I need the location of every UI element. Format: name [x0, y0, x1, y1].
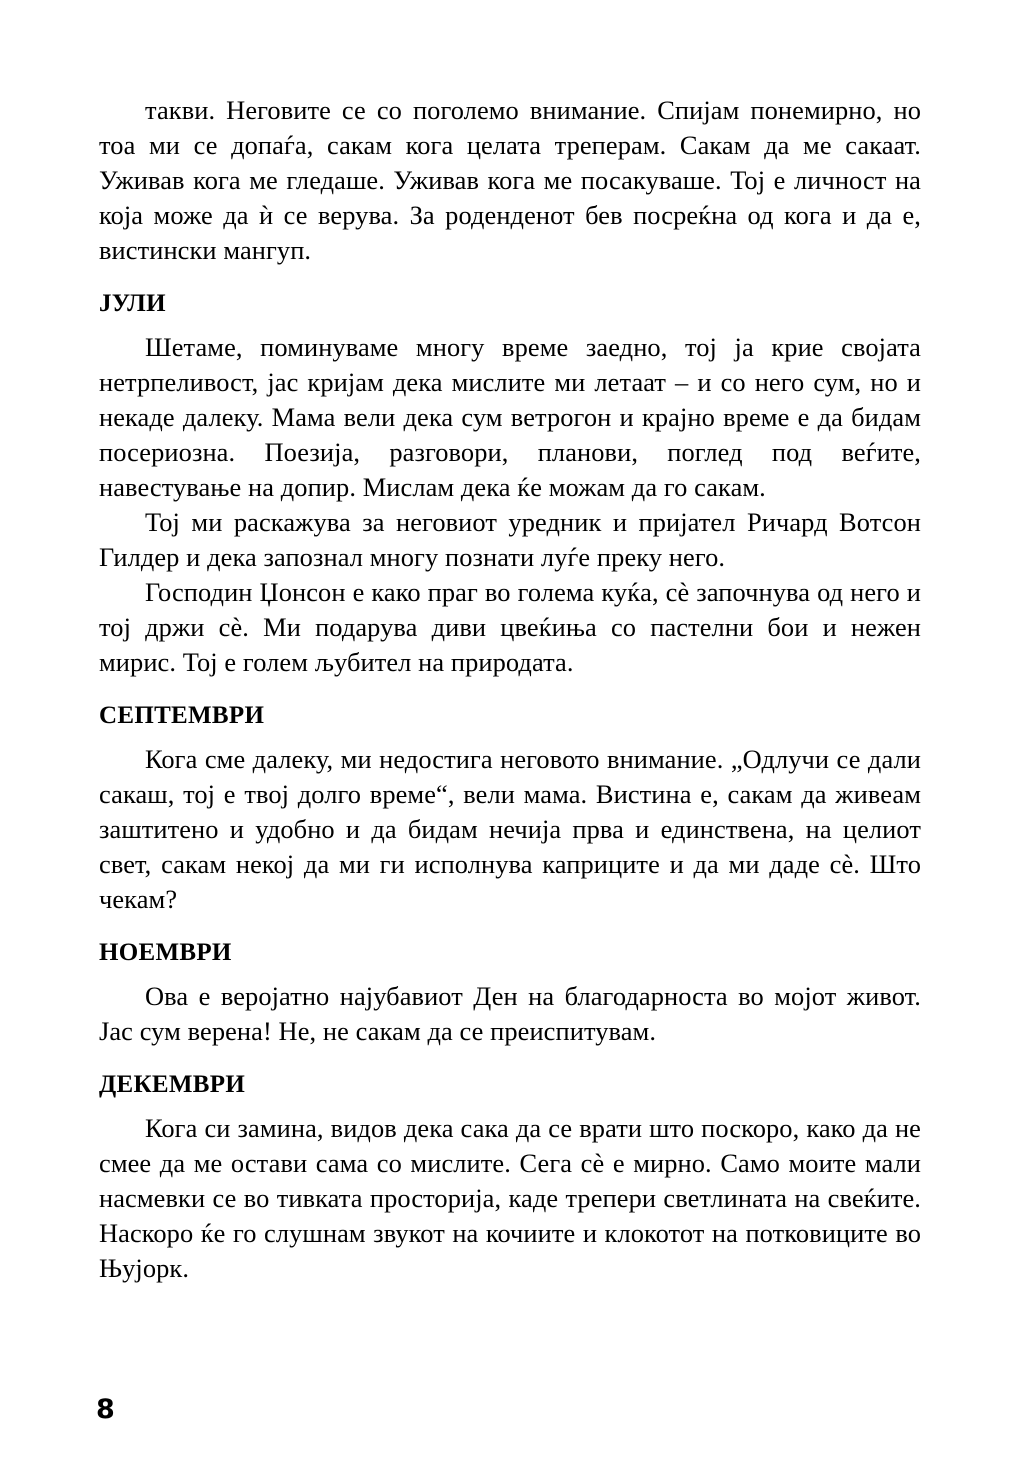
opening-paragraph: такви. Неговите се со поголемо внимание. Спијам понемирно, но тоа ми се допаѓа, сакам кога целата треперам. Сакам да ме сакаат. Уживав кога ме гледаше. Уживав кога ме посакуваше. Тој е личност на која може да ѝ се верува. За роденденот бев посреќна од кога и да е, вистински мангуп. — [99, 95, 921, 265]
page-number: 8 — [96, 1394, 115, 1425]
spacer — [99, 733, 921, 742]
paragraph-juli-3: Господин Џонсон е како праг во голема куќа, сѐ започнува од него и тој држи сѐ. Ми подарува диви цвеќиња со пастелни бои и нежен мирис. Тој е голем љубител на природата. — [99, 577, 921, 677]
spacer — [99, 1049, 921, 1067]
paragraph-septemvri-1: Кога сме далеку, ми недостига неговото внимание. „Одлучи се дали сакаш, тој е твој долго време“, вели мама. Вистина е, сакам да живеам заштитено и удобно и да бидам нечија прва и единствена, на целиот свет, сакам некој да ми ги исполнува каприците и да ми даде сѐ. Што чекам? — [99, 744, 921, 914]
spacer — [99, 1102, 921, 1111]
spacer — [99, 321, 921, 330]
section-heading-dekemvri: ДЕКЕМВРИ — [99, 1071, 246, 1098]
section-heading-septemvri: СЕПТЕМВРИ — [99, 702, 265, 729]
spacer — [99, 917, 921, 935]
spacer — [99, 680, 921, 698]
paragraph-noemvri-1: Ова е веројатно најубавиот Ден на благодарноста во мојот живот. Јас сум верена! Не, не сакам да се преиспитувам. — [99, 981, 921, 1046]
page-text-block — [99, 93, 921, 1286]
spacer — [99, 268, 921, 286]
spacer — [99, 970, 921, 979]
paragraph-juli-1: Шетаме, поминуваме многу време заедно, тој ја крие својата нетрпеливост, јас кријам дека мислите ми летаат – и со него сум, но и некаде далеку. Мама вели дека сум ветрогон и крајно време е да бидам посериозна. Поезија, разговори, планови, поглед под веѓите, навестување на допир. Мислам дека ќе можам да го сакам. — [99, 332, 921, 502]
paragraph-juli-2: Тој ми раскажува за неговиот уредник и пријател Ричард Вотсон Гилдер и дека запознал многу познати луѓе преку него. — [99, 507, 921, 572]
paragraph-dekemvri-1: Кога си замина, видов дека сака да се врати што поскоро, како да не смее да ме остави сама со мислите. Сега сѐ е мирно. Само моите мали насмевки се во тивката просторија, каде трепери светлината на свеќите. Наскоро ќе го слушнам звукот на кочиите и клокотот на потковиците во Њујорк. — [99, 1113, 921, 1283]
section-heading-juli: ЈУЛИ — [99, 290, 166, 317]
section-heading-noemvri: НОЕМВРИ — [99, 939, 232, 966]
